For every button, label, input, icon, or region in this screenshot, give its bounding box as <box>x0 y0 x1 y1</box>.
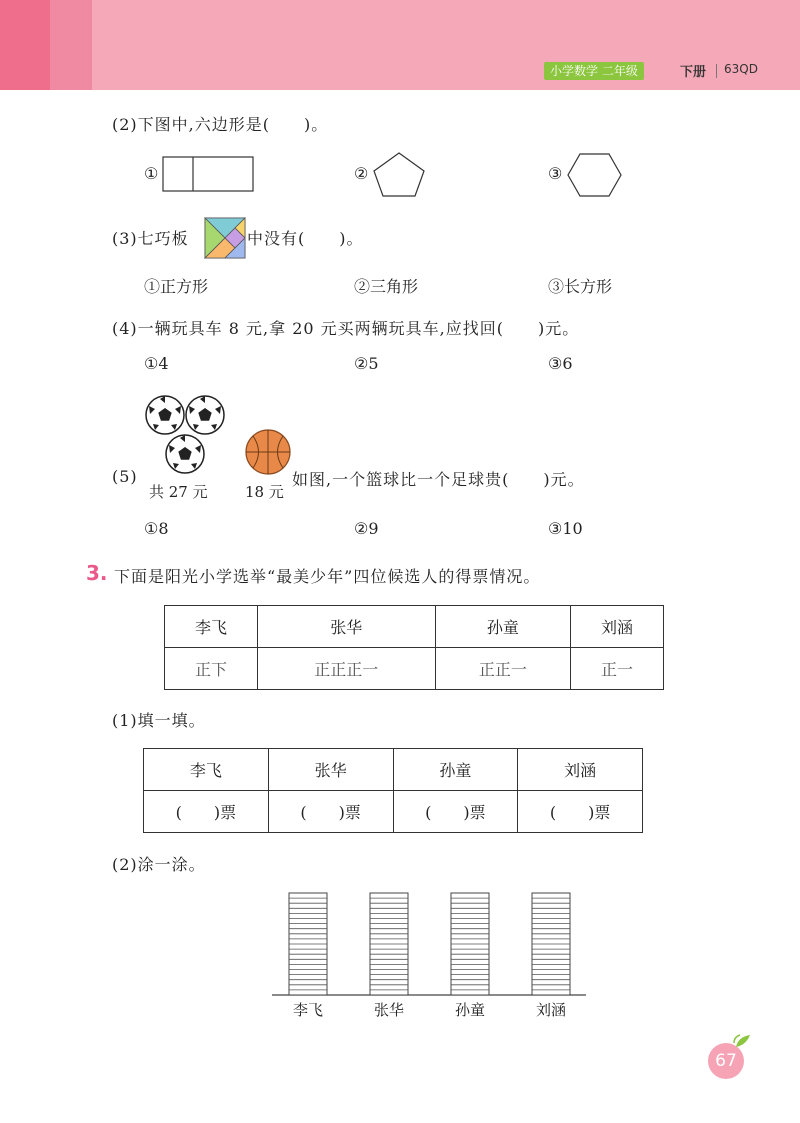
q4-stem: (4)一辆玩具车 8 元,拿 20 元买两辆玩具车,应找回( )元。 <box>112 319 580 338</box>
q4-option-3: ③6 <box>548 354 573 373</box>
bar-column-grid[interactable] <box>370 893 408 995</box>
q3-stem-start: (3)七巧板 <box>112 229 189 248</box>
x-tick-label: 李飞 <box>292 1001 324 1019</box>
tally-table <box>164 605 664 690</box>
bar-column-grid[interactable] <box>451 893 489 995</box>
section-3-number: 3. <box>86 561 108 585</box>
q4-option-2: ②5 <box>354 354 379 373</box>
x-tick-label: 刘涵 <box>535 1001 567 1019</box>
q5-option-1: ①8 <box>144 519 169 538</box>
tally-marks: 正正一 <box>435 648 570 690</box>
fill-table-answer-row <box>144 791 643 833</box>
header-stripe-dark <box>0 0 50 90</box>
q4-option-1: ①4 <box>144 354 169 373</box>
part-1-label: (1)填一填。 <box>112 711 206 730</box>
candidate-name: 张华 <box>257 606 435 648</box>
header-separator <box>716 64 717 78</box>
q3-stem-end: 中没有( )。 <box>247 229 364 248</box>
page-number: 67 <box>708 1043 744 1079</box>
soccer-price-caption: 共 27 元 <box>149 483 208 501</box>
candidate-name: 刘涵 <box>571 606 664 648</box>
volume-label: 下册 <box>680 65 707 80</box>
hexagon-figure <box>566 152 624 198</box>
candidate-name: 李飞 <box>165 606 258 648</box>
header-stripe-mid <box>50 0 92 90</box>
q2-stem: (2)下图中,六边形是( )。 <box>112 115 329 134</box>
vote-answer-blank[interactable]: ( )票 <box>268 791 393 833</box>
rectangle-figure <box>162 156 256 194</box>
bar-column-grid[interactable] <box>532 893 570 995</box>
tangram-icon <box>204 217 246 259</box>
x-tick-label: 张华 <box>373 1001 405 1019</box>
candidate-name: 李飞 <box>144 749 269 791</box>
candidate-name: 刘涵 <box>518 749 643 791</box>
vote-answer-blank[interactable]: ( )票 <box>518 791 643 833</box>
book-code: 63QD <box>724 62 758 76</box>
q3-option-3: ③长方形 <box>548 277 613 296</box>
tally-marks: 正一 <box>571 648 664 690</box>
q5-label: (5) <box>112 467 138 486</box>
q5-stem: 如图,一个篮球比一个足球贵( )元。 <box>292 470 585 489</box>
q2-option-2-label: ② <box>354 164 369 183</box>
part-2-label: (2)涂一涂。 <box>112 855 206 874</box>
fill-table <box>143 748 643 833</box>
candidate-name: 张华 <box>268 749 393 791</box>
candidate-name: 孙童 <box>435 606 570 648</box>
x-tick-label: 孙童 <box>454 1001 486 1019</box>
q2-option-3-label: ③ <box>548 164 563 183</box>
q5-option-2: ②9 <box>354 519 379 538</box>
soccer-balls-picture <box>144 394 226 476</box>
vote-coloring-chart <box>270 885 590 1025</box>
tally-marks: 正正正一 <box>257 648 435 690</box>
q5-option-3: ③10 <box>548 519 583 538</box>
subject-badge: 小学数学 二年级 <box>544 62 644 80</box>
basketball-price-caption: 18 元 <box>245 483 284 501</box>
vote-answer-blank[interactable]: ( )票 <box>144 791 269 833</box>
vote-answer-blank[interactable]: ( )票 <box>393 791 518 833</box>
section-3-title: 下面是阳光小学选举“最美少年”四位候选人的得票情况。 <box>114 567 541 586</box>
tally-table-marks-row <box>165 648 664 690</box>
q3-option-1: ①正方形 <box>144 277 209 296</box>
fill-table-header-row <box>144 749 643 791</box>
q2-option-1-label: ① <box>144 164 159 183</box>
bar-column-grid[interactable] <box>289 893 327 995</box>
basketball-picture <box>244 428 292 476</box>
leaf-icon <box>732 1033 756 1051</box>
pentagon-figure <box>372 151 428 199</box>
q3-option-2: ②三角形 <box>354 277 419 296</box>
candidate-name: 孙童 <box>393 749 518 791</box>
tally-table-header-row <box>165 606 664 648</box>
tally-marks: 正下 <box>165 648 258 690</box>
